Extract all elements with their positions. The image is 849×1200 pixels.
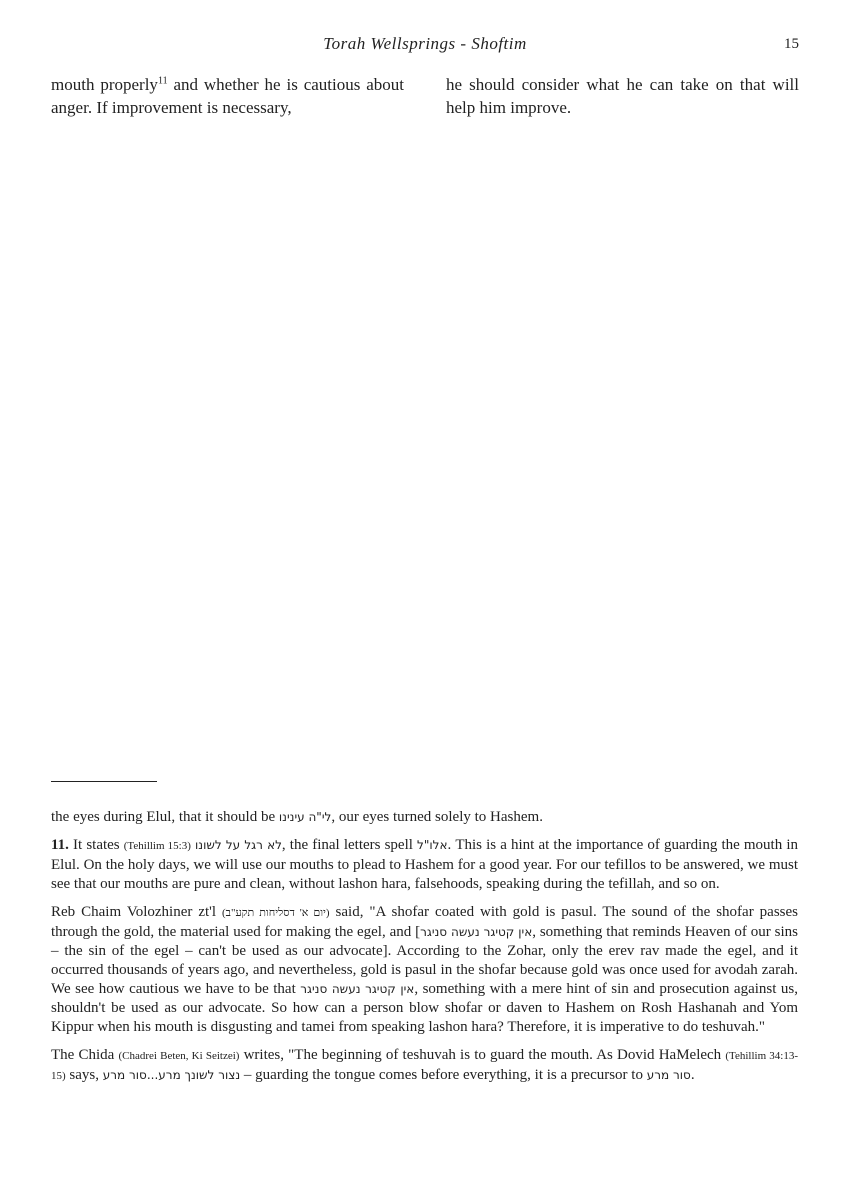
footnote-text: the eyes during Elul, that it should be — [51, 809, 279, 825]
footnotes — [51, 808, 798, 1095]
footnote-text: . This is a hint at the importance of guarding the mouth in Elul. On the holy days, we will use our mouths to plead to Hashem for a good year. For our tefillos to be answered, we must see that our mouths are pure and clean, without lashon hara, falsehoods, speaking during the tefillah, and so on. — [51, 837, 799, 892]
body-text: and whether he is cautious about anger. If improvement is necessary, — [51, 75, 404, 117]
footnote-text: , the final letters spell — [281, 837, 418, 853]
footnote-paragraph — [51, 1046, 798, 1086]
footnote-text: – guarding the tongue comes before everything, it is a precursor to — [240, 1067, 647, 1083]
footnote-text: writes, "The beginning of teshuvah is to guard the mouth. As Dovid HaMelech — [239, 1047, 726, 1063]
footnote-text: , something with a mere hint of sin and prosecution against us, shouldn't be used as our advocate. So how can a person blow shofar or daven to Hashem on Rosh Hashanah and Yom Kippur when his mouth is disgusting and tamei from speaking lashon hara? Therefore, it is imperative to do teshuvah." — [51, 981, 798, 1035]
hebrew-text: לא רגל על לשונו — [195, 838, 282, 852]
body-column-left — [51, 73, 404, 119]
body-text: he should consider what he can take on that will help him improve. — [446, 75, 799, 117]
footnote-text: The Chida — [51, 1047, 119, 1063]
footnote-text: said, "A shofar coated with gold is pasul. The sound of the shofar passes through the gold, the material used for making the egel, and [ — [51, 904, 798, 940]
citation: (Tehillim 34:13-15) — [51, 1050, 798, 1082]
footnote-text: It states — [68, 837, 124, 853]
footnote-text: Reb Chaim Volozhiner zt'l — [51, 904, 222, 920]
footnote-reference: 11 — [157, 75, 168, 87]
citation: (Tehillim 15:3) — [123, 840, 191, 852]
citation: (יום א' דסליחות תקע"ב) — [221, 907, 330, 919]
footnote-paragraph — [51, 903, 798, 1037]
page-number: 15 — [784, 36, 799, 52]
footnote-text: says, — [65, 1067, 103, 1083]
footnote-text: , our eyes turned solely to Hashem. — [331, 809, 543, 825]
footnote-number: 11. — [51, 837, 69, 853]
citation: (Chadrei Beten, Ki Seitzei) — [118, 1050, 240, 1062]
footnote-divider — [51, 781, 157, 782]
footnote-11 — [51, 836, 798, 894]
page-header — [51, 34, 799, 58]
body-column-right — [446, 73, 799, 119]
footnote-text: . — [690, 1067, 695, 1083]
footnote-continuation — [51, 808, 798, 827]
hebrew-text: לי"ה עינינו — [278, 810, 332, 824]
hebrew-text: אין קטיגר נעשה סניגר — [420, 925, 533, 939]
footnote-text: , something that reminds Heaven of our sins – the sin of the egel – can't be used as our advocate]. According to the Zohar, only the erev rav made the egel, and it occurred thousands of years ago, and nevertheless, gold is pasul in the shofar because gold was once used for avodah zarah. We see how cautious we have to be that — [51, 924, 798, 997]
running-title: Torah Wellsprings - Shoftim — [323, 34, 527, 53]
hebrew-text: נצור לשונך מרע...סור מרע — [102, 1068, 241, 1082]
hebrew-text: אין קטיגר נעשה סניגר — [300, 982, 415, 996]
hebrew-text: סור מרע — [646, 1068, 691, 1082]
body-text: mouth properly — [51, 75, 158, 94]
hebrew-text: אלו"ל — [417, 838, 448, 852]
